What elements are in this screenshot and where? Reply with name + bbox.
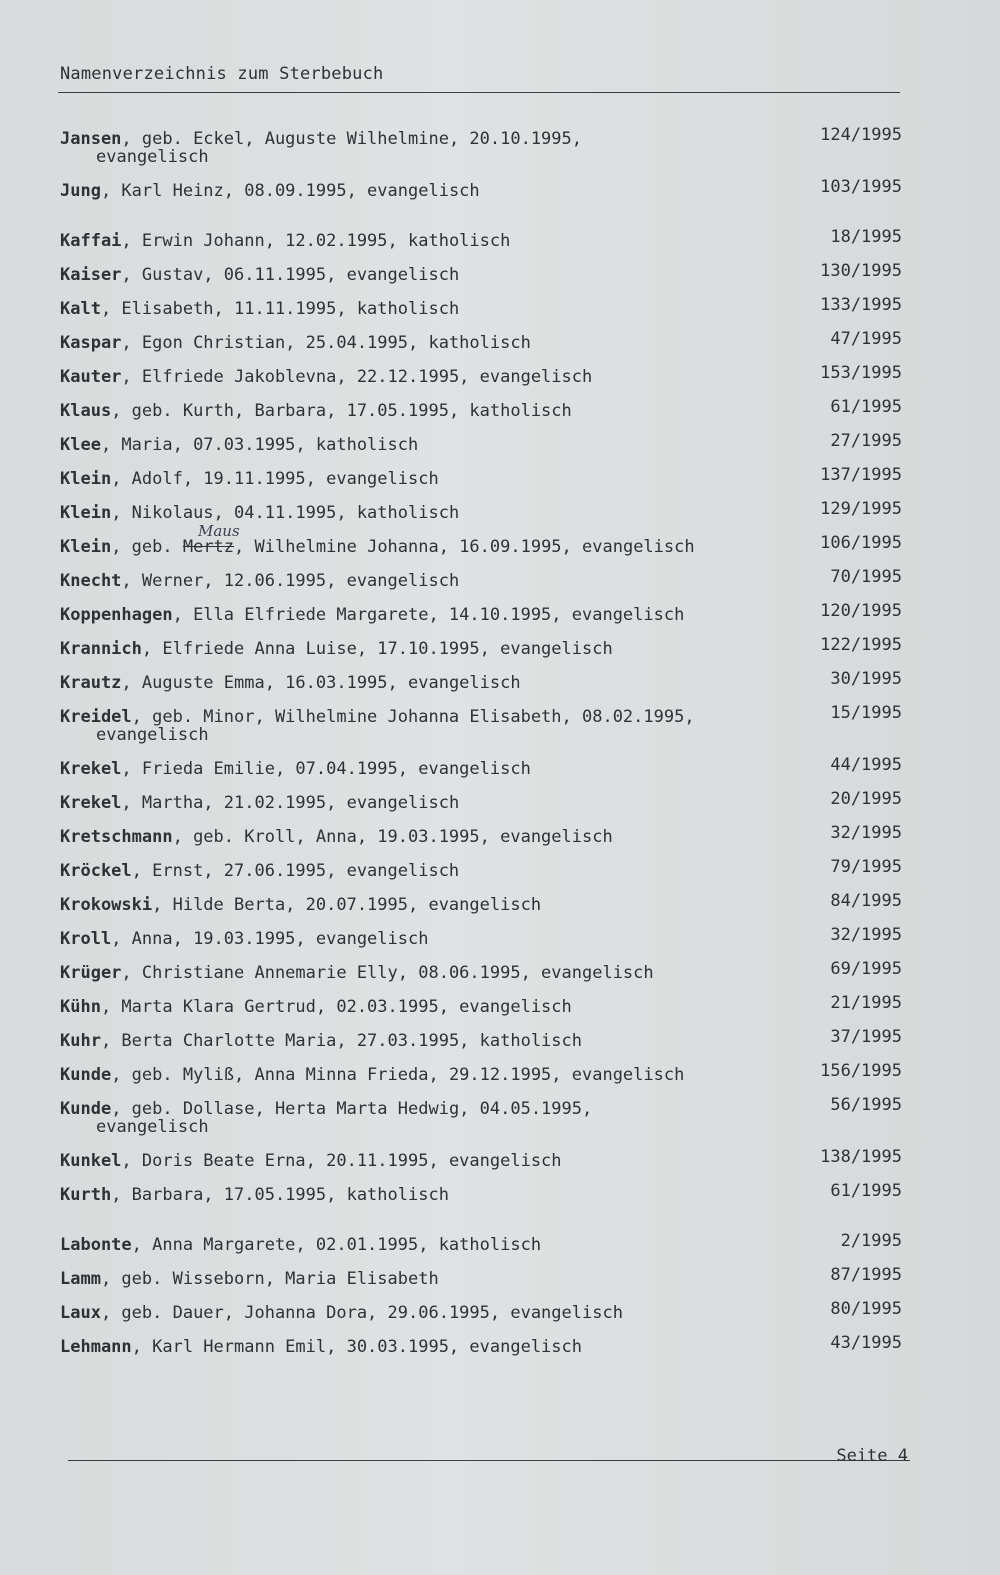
surname: Krekel — [60, 793, 122, 813]
list-item — [60, 635, 902, 659]
list-item — [60, 1299, 902, 1323]
entry-details: , geb. Kurth, Barbara, 17.05.1995, katholisch — [111, 401, 572, 421]
register-number: 47/1995 — [830, 329, 902, 349]
entry-details: , Anna, 19.03.1995, evangelisch — [111, 929, 429, 949]
list-item — [60, 397, 902, 421]
register-number: 79/1995 — [830, 857, 902, 877]
entry-details: , Ernst, 27.06.1995, evangelisch — [131, 861, 460, 881]
register-number: 30/1995 — [830, 669, 902, 689]
entry-details: , geb. Wisseborn, Maria Elisabeth — [100, 1269, 439, 1289]
list-item — [60, 363, 902, 387]
register-number: 69/1995 — [830, 959, 902, 979]
entry-details: , geb. Eckel, Auguste Wilhelmine, 20.10.1995, — [121, 129, 582, 149]
entry-details: , Hilde Berta, 20.07.1995, evangelisch — [152, 895, 542, 915]
entry-details: , Nikolaus, 04.11.1995, katholisch — [111, 503, 460, 523]
list-item — [60, 177, 902, 201]
surname: Kretschmann — [60, 827, 173, 847]
entry-details: , Elfriede Jakoblevna, 22.12.1995, evangelisch — [121, 367, 593, 387]
register-number: 44/1995 — [830, 755, 902, 775]
footer-rule — [68, 1460, 910, 1461]
handwritten-correction: Maus — [198, 522, 240, 540]
surname: Krüger — [60, 963, 122, 983]
list-item — [60, 959, 902, 983]
entry-details: , Auguste Emma, 16.03.1995, evangelisch — [121, 673, 521, 693]
surname: Kurth — [60, 1185, 112, 1205]
register-number: 106/1995 — [820, 533, 902, 553]
register-number: 122/1995 — [820, 635, 902, 655]
surname: Laux — [60, 1303, 101, 1323]
surname: Krautz — [60, 673, 122, 693]
surname: Kuhr — [60, 1031, 101, 1051]
list-item — [60, 669, 902, 693]
list-item — [60, 1147, 902, 1171]
list-item — [60, 329, 902, 353]
entry-details: , Maria, 07.03.1995, katholisch — [100, 435, 419, 455]
list-item — [60, 755, 902, 779]
register-number: 80/1995 — [830, 1299, 902, 1319]
list-item — [60, 1231, 902, 1255]
surname: Kröckel — [60, 861, 132, 881]
surname: Kaiser — [60, 265, 122, 285]
surname: Lehmann — [60, 1337, 132, 1357]
surname: Kunkel — [60, 1151, 122, 1171]
surname: Klee — [60, 435, 101, 455]
entry-details: , Ella Elfriede Margarete, 14.10.1995, evangelisch — [172, 605, 685, 625]
register-number: 133/1995 — [820, 295, 902, 315]
surname: Koppenhagen — [60, 605, 173, 625]
register-number: 84/1995 — [830, 891, 902, 911]
list-item — [60, 823, 902, 847]
entry-details-prefix: , geb. — [111, 537, 183, 557]
surname: Kauter — [60, 367, 122, 387]
list-item — [60, 703, 902, 745]
register-number: 138/1995 — [820, 1147, 902, 1167]
register-number: 61/1995 — [830, 397, 902, 417]
entry-details: , geb. Dollase, Herta Marta Hedwig, 04.05.1995, — [111, 1099, 593, 1119]
entry-list — [60, 125, 902, 1372]
entry-details: , Erwin Johann, 12.02.1995, katholisch — [121, 231, 511, 251]
surname: Kreidel — [60, 707, 132, 727]
register-number: 103/1995 — [820, 177, 902, 197]
entry-continuation: evangelisch — [96, 1117, 209, 1137]
page-header: Namenverzeichnis zum Sterbebuch — [60, 64, 384, 84]
surname: Labonte — [60, 1235, 132, 1255]
entry-details: , Christiane Annemarie Elly, 08.06.1995, evangelisch — [121, 963, 654, 983]
entry-details: , Werner, 12.06.1995, evangelisch — [121, 571, 460, 591]
list-item — [60, 1333, 902, 1357]
list-item — [60, 1181, 902, 1205]
register-number: 124/1995 — [820, 125, 902, 145]
register-number: 137/1995 — [820, 465, 902, 485]
surname: Jansen — [60, 129, 122, 149]
register-number: 32/1995 — [830, 823, 902, 843]
list-item — [60, 567, 902, 591]
surname: Jung — [60, 181, 101, 201]
struck-birth-name: Mertz — [182, 537, 235, 557]
register-number: 129/1995 — [820, 499, 902, 519]
list-item — [60, 522, 902, 557]
entry-details: , Barbara, 17.05.1995, katholisch — [111, 1185, 449, 1205]
entry-details: , geb. Myliß, Anna Minna Frieda, 29.12.1995, evangelisch — [111, 1065, 685, 1085]
register-number: 37/1995 — [830, 1027, 902, 1047]
list-item — [60, 465, 902, 489]
list-item — [60, 261, 902, 285]
surname: Lamm — [60, 1269, 101, 1289]
list-item — [60, 1095, 902, 1137]
register-number: 18/1995 — [830, 227, 902, 247]
list-item — [60, 789, 902, 813]
list-item — [60, 227, 902, 251]
entry-details: , geb. Kroll, Anna, 19.03.1995, evangelisch — [172, 827, 613, 847]
surname: Kroll — [60, 929, 112, 949]
list-item — [60, 857, 902, 881]
entry-details: , Berta Charlotte Maria, 27.03.1995, katholisch — [100, 1031, 582, 1051]
list-item — [60, 925, 902, 949]
entry-details: , Karl Heinz, 08.09.1995, evangelisch — [100, 181, 480, 201]
list-item — [60, 1061, 902, 1085]
entry-continuation: evangelisch — [96, 725, 209, 745]
list-item — [60, 1265, 902, 1289]
surname: Kalt — [60, 299, 101, 319]
surname: Kunde — [60, 1065, 112, 1085]
surname: Krannich — [60, 639, 142, 659]
register-number: 120/1995 — [820, 601, 902, 621]
entry-details: , Adolf, 19.11.1995, evangelisch — [111, 469, 439, 489]
list-item — [60, 1027, 902, 1051]
entry-continuation: evangelisch — [96, 147, 209, 167]
surname: Kunde — [60, 1099, 112, 1119]
surname: Knecht — [60, 571, 122, 591]
register-number: 15/1995 — [830, 703, 902, 723]
register-number: 27/1995 — [830, 431, 902, 451]
list-item — [60, 993, 902, 1017]
entry-details: , Doris Beate Erna, 20.11.1995, evangelisch — [121, 1151, 562, 1171]
surname: Klein — [60, 503, 112, 523]
list-item — [60, 125, 902, 167]
register-number: 20/1995 — [830, 789, 902, 809]
register-number: 32/1995 — [830, 925, 902, 945]
entry-details: , Elfriede Anna Luise, 17.10.1995, evangelisch — [141, 639, 613, 659]
entry-details: , Martha, 21.02.1995, evangelisch — [121, 793, 460, 813]
list-item — [60, 431, 902, 455]
entry-details: , geb. Dauer, Johanna Dora, 29.06.1995, evangelisch — [100, 1303, 623, 1323]
register-number: 130/1995 — [820, 261, 902, 281]
entry-details: , Gustav, 06.11.1995, evangelisch — [121, 265, 460, 285]
entry-details: , Elisabeth, 11.11.1995, katholisch — [100, 299, 460, 319]
register-number: 43/1995 — [830, 1333, 902, 1353]
entry-details: , Marta Klara Gertrud, 02.03.1995, evangelisch — [100, 997, 572, 1017]
surname: Klaus — [60, 401, 112, 421]
register-number: 21/1995 — [830, 993, 902, 1013]
header-rule — [58, 92, 900, 93]
surname: Krokowski — [60, 895, 153, 915]
list-item — [60, 295, 902, 319]
list-item — [60, 499, 902, 523]
register-number: 156/1995 — [820, 1061, 902, 1081]
surname: Kaffai — [60, 231, 122, 251]
surname: Krekel — [60, 759, 122, 779]
register-number: 87/1995 — [830, 1265, 902, 1285]
surname: Kaspar — [60, 333, 122, 353]
register-number: 70/1995 — [830, 567, 902, 587]
entry-details: , Frieda Emilie, 07.04.1995, evangelisch — [121, 759, 531, 779]
surname: Klein — [60, 537, 112, 557]
register-number: 2/1995 — [840, 1231, 902, 1251]
list-item — [60, 601, 902, 625]
register-number: 153/1995 — [820, 363, 902, 383]
register-number: 56/1995 — [830, 1095, 902, 1115]
entry-details: , Egon Christian, 25.04.1995, katholisch — [121, 333, 531, 353]
entry-details: , Karl Hermann Emil, 30.03.1995, evangelisch — [131, 1337, 582, 1357]
entry-details: , geb. Minor, Wilhelmine Johanna Elisabeth, 08.02.1995, — [131, 707, 695, 727]
register-number: 61/1995 — [830, 1181, 902, 1201]
list-item — [60, 891, 902, 915]
entry-details: , Anna Margarete, 02.01.1995, katholisch — [131, 1235, 542, 1255]
surname: Klein — [60, 469, 112, 489]
surname: Kühn — [60, 997, 101, 1017]
page-number: Seite 4 — [836, 1446, 908, 1466]
entry-details: , Wilhelmine Johanna, 16.09.1995, evangelisch — [234, 537, 695, 557]
